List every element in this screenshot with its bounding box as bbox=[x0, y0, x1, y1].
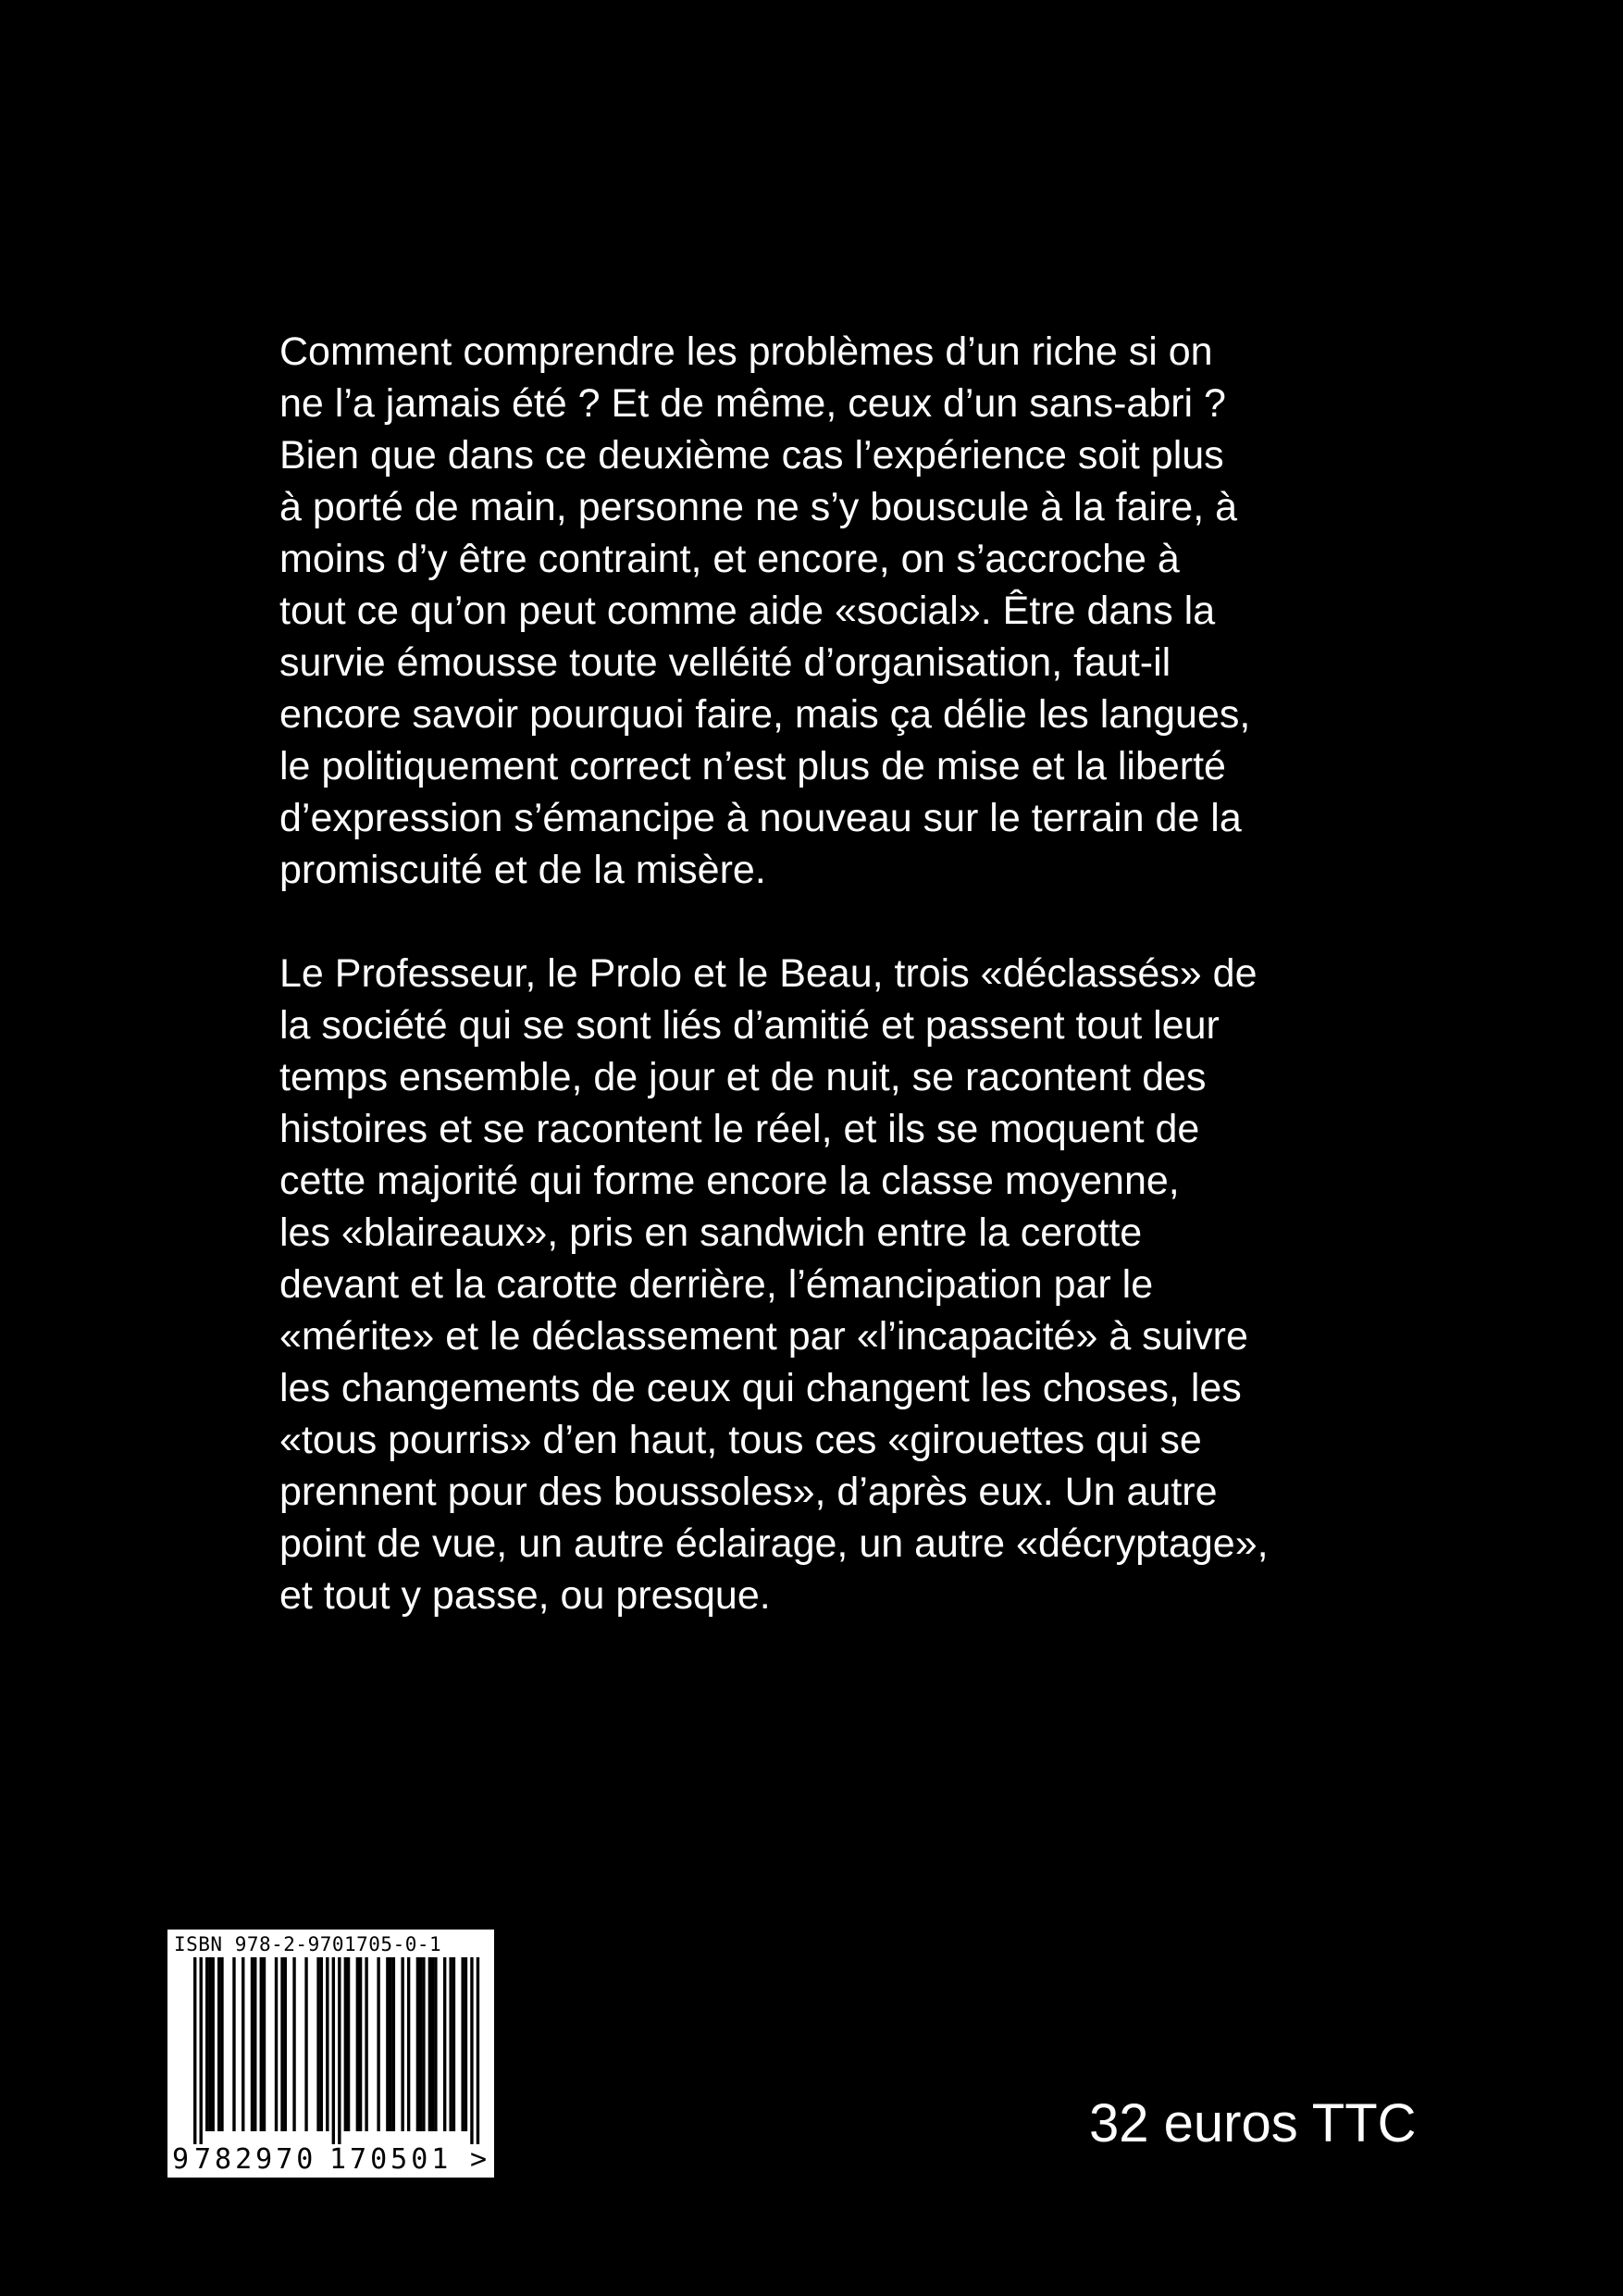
barcode-bar bbox=[477, 1957, 479, 2152]
blurb-line: devant et la carotte derrière, l’émancipation par le bbox=[279, 1262, 1154, 1307]
barcode-bar bbox=[263, 1957, 266, 2131]
barcode-bar bbox=[275, 1957, 278, 2131]
blurb-line: promiscuité et de la misère. bbox=[279, 848, 766, 892]
barcode-bar bbox=[431, 1957, 434, 2131]
barcode-bar bbox=[200, 1957, 203, 2152]
blurb-line: cette majorité qui forme encore la classe moyenne, bbox=[279, 1159, 1180, 1203]
barcode-bar bbox=[401, 1957, 403, 2131]
blurb-line: les changements de ceux qui changent les choses, les bbox=[279, 1366, 1242, 1410]
ean-left-group: 782970 bbox=[194, 2143, 317, 2176]
barcode-bar bbox=[304, 1957, 307, 2131]
blurb-line: temps ensemble, de jour et de nuit, se racontent des bbox=[279, 1055, 1207, 1099]
barcode-bar bbox=[389, 1957, 391, 2131]
barcode-bar bbox=[220, 1957, 223, 2131]
barcode-bar bbox=[254, 1957, 256, 2131]
barcode-bar bbox=[205, 1957, 208, 2131]
blurb-line: ne l’a jamais été ? Et de même, ceux d’un sans-abri ? bbox=[279, 381, 1226, 426]
barcode-bar bbox=[280, 1957, 283, 2131]
barcode-bar bbox=[416, 1957, 419, 2131]
blurb-line: survie émousse toute velléité d’organisation, faut-il bbox=[279, 640, 1171, 685]
barcode-bar bbox=[386, 1957, 389, 2131]
barcode-bar bbox=[449, 1957, 452, 2131]
ean-quiet-zone-mark: > bbox=[470, 2143, 488, 2176]
blurb-line: «tous pourris» d’en haut, tous ces «girouettes qui se bbox=[279, 1418, 1202, 1462]
blurb-line: prennent pour des boussoles», d’après eux. Un autre bbox=[279, 1470, 1218, 1514]
barcode-bar bbox=[470, 1957, 473, 2152]
blurb-paragraph-2 bbox=[279, 948, 1390, 1621]
blurb-line: la société qui se sont liés d’amitié et passent tout leur bbox=[279, 1003, 1220, 1048]
barcode-bar bbox=[212, 1957, 215, 2131]
barcode-bar bbox=[316, 1957, 319, 2131]
blurb-line: à porté de main, personne ne s’y bouscule à la faire, à bbox=[279, 485, 1238, 529]
barcode-bar bbox=[217, 1957, 220, 2131]
barcode-bar bbox=[356, 1957, 359, 2131]
barcode-bar bbox=[208, 1957, 211, 2131]
barcode-bar bbox=[232, 1957, 235, 2131]
blurb-line: «mérite» et le déclassement par «l’incapacité» à suivre bbox=[279, 1314, 1248, 1359]
barcode-bar bbox=[320, 1957, 323, 2131]
barcode-bar bbox=[452, 1957, 455, 2131]
blurb-line: histoires et se racontent le réel, et ils se moquent de bbox=[279, 1107, 1200, 1151]
barcode-bar bbox=[359, 1957, 362, 2131]
blurb-line: tout ce qu’on peut comme aide «social». Être dans la bbox=[279, 589, 1216, 633]
blurb-line: d’expression s’émancipe à nouveau sur le terrain de la bbox=[279, 796, 1242, 840]
barcode-bar bbox=[461, 1957, 464, 2131]
barcode-bar bbox=[338, 1957, 341, 2152]
barcode-bar bbox=[443, 1957, 446, 2131]
isbn-label: ISBN 978-2-9701705-0-1 bbox=[174, 1933, 442, 1955]
blurb-line: point de vue, un autre éclairage, un autre «décryptage», bbox=[279, 1521, 1269, 1566]
barcode-bar bbox=[422, 1957, 425, 2131]
barcode-bar bbox=[292, 1957, 295, 2131]
blurb-line: Comment comprendre les problèmes d’un riche si on bbox=[279, 329, 1213, 374]
blurb-line: les «blaireaux», pris en sandwich entre la cerotte bbox=[279, 1210, 1143, 1255]
blurb-line: le politiquement correct n’est plus de mise et la liberté bbox=[279, 744, 1226, 788]
barcode-bar bbox=[260, 1957, 263, 2131]
ean-digits bbox=[172, 2144, 491, 2176]
barcode-bar bbox=[428, 1957, 431, 2131]
barcode-bar bbox=[434, 1957, 437, 2131]
back-cover-blurb bbox=[279, 326, 1390, 1673]
barcode-bar bbox=[251, 1957, 254, 2131]
isbn-barcode bbox=[167, 1930, 494, 2178]
blurb-line: Le Professeur, le Prolo et le Beau, trois «déclassés» de bbox=[279, 951, 1258, 996]
barcode-bar bbox=[347, 1957, 350, 2131]
barcode-bar bbox=[365, 1957, 367, 2131]
barcode-bar bbox=[284, 1957, 287, 2131]
barcode-bar bbox=[392, 1957, 395, 2131]
barcode-bar bbox=[193, 1957, 196, 2152]
barcode-bar bbox=[377, 1957, 379, 2131]
blurb-line: encore savoir pourquoi faire, mais ça délie les langues, bbox=[279, 692, 1251, 737]
barcode-bar bbox=[332, 1957, 335, 2152]
barcode-bar bbox=[465, 1957, 467, 2131]
blurb-paragraph-1 bbox=[279, 326, 1390, 896]
barcode-bar bbox=[242, 1957, 244, 2131]
barcode-bar bbox=[407, 1957, 410, 2131]
barcode-bars bbox=[173, 1957, 492, 2152]
barcode-bar bbox=[326, 1957, 328, 2131]
blurb-line: Bien que dans ce deuxième cas l’expérience soit plus bbox=[279, 433, 1224, 478]
ean-first-digit: 9 bbox=[172, 2143, 190, 2176]
ean-right-group: 170501 bbox=[329, 2143, 452, 2176]
barcode-bar bbox=[344, 1957, 347, 2131]
blurb-line: moins d’y être contraint, et encore, on s’accroche à bbox=[279, 537, 1180, 581]
price-label: 32 euros TTC bbox=[1089, 2093, 1417, 2153]
barcode-bar bbox=[419, 1957, 422, 2131]
blurb-line: et tout y passe, ou presque. bbox=[279, 1573, 771, 1618]
